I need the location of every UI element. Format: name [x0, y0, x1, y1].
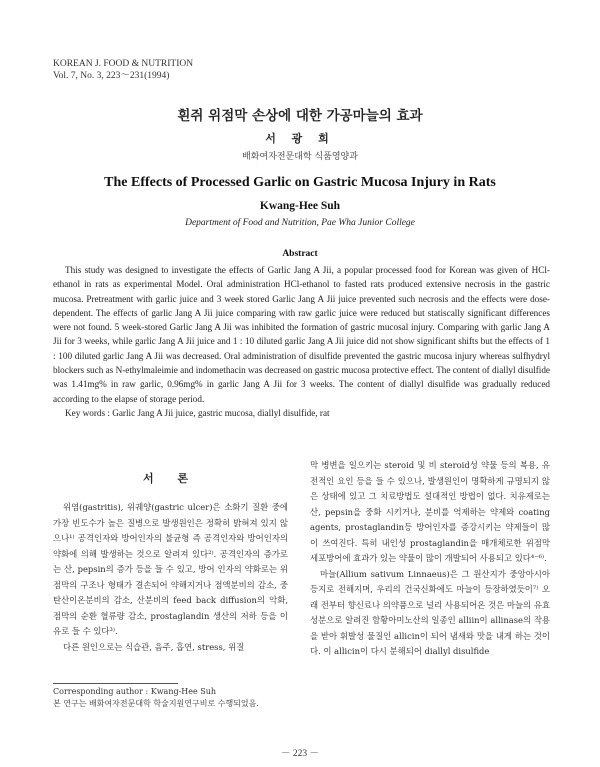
corresponding-author-note: Corresponding author : Kwang-Hee Suh	[53, 687, 217, 696]
intro-paragraph-4: 마늘(Allium sativum Linnaeus)은 그 원산지가 중앙아시아 등지로 전해지며, 우리의 건국신화에도 마늘이 등장하였듯이⁷⁾ 오래 전부터 향신료나 의약품으로 널리 사용되어온 것은 마늘의 유효성분으로 알려진 함황아미노산의 일종인 alliin이 allinase의 작용을 받아 휘발성 물질인 allicin이 되어 냄새와 맛을 내게 하는 것이다. 이 allicin이 다시 분해되어 diallyl disulfide	[310, 568, 550, 656]
abstract-heading: Abstract	[282, 249, 318, 259]
abstract-body	[53, 263, 550, 420]
footnote-divider	[53, 683, 178, 684]
intro-paragraph-1: 위염(gastritis), 위궤양(gastric ulcer)은 소화기 질환 중에 가장 빈도수가 높은 질병으로 발생원인은 정확히 밝혀져 있지 않으나¹⁾ 공격인자와 방어인자의 불균형 즉 공격인자와 방어인자의 약화에 의해 발생하는 것으로 알려져 있다²⁾. 공격인자의 증가로는 산, pepsin의 증가 등을 들 수 있고, 방어 인자의 약화로는 위점막의 구조나 형태가 결손되어 약해지거나 점액분비의 감소, 중탄산이온분비의 감소, 산분비의 feed back diffusion의 악화, 점막의 순환 혈류량 감소, prostaglandin 생산의 저하 등을 이유로 들 수 있다³⁾.	[53, 502, 288, 636]
abstract-text: This study was designed to investigate the effects of Garlic Jang A Jii, a popular processed food for Korean was given of HCl-ethanol in rats as experimental Model. Oral administration HCl-ethanol to fasted rats produced extensive necrosis in the gastric mucosa. Pretreatment with garlic juice and 3 week stored Garlic Jang A Jii juice prevented such necrosis and the effects were dose-dependent. The effects of garlic Jang A Jii juice comparing with raw garlic juice were reduced but statiscally significant differences were not found. 5 week-stored Garlic Jang A Jii was inhibited the formation of gastric mucosal injury. Comparing with garlic Jang A Jii for 3 weeks, while garlic Jang A Jii juice and 1 : 10 diluted garlic Jang A Jii juice did not show significant shifts but the effects of 1 : 100 diluted garlic Jang A Jii was decreased. Oral administration of disulfide prevented the gastric mucosa injury whereas sulfhydryl blockers such as N-ethylmaleimie and indomethacin was decreased on gastric mucosa protective effect. The content of diallyl disulfide was 1.41mg% in raw garlic, 0.96mg% in garlic Jang A Jii for 3 weeks. The content of diallyl disulfide was gradually reduced according to the elapse of storage period.	[53, 265, 550, 404]
korean-title: 흰쥐 위점막 손상에 대한 가공마늘의 효과	[177, 108, 423, 124]
footnotes	[53, 686, 293, 710]
english-author: Kwang-Hee Suh	[259, 200, 341, 212]
section-heading-introduction: 서 론	[142, 472, 199, 485]
english-title: The Effects of Processed Garlic on Gastric Mucosa Injury in Rats	[104, 175, 496, 190]
journal-volume: Vol. 7, No. 3, 223～231(1994)	[53, 71, 170, 81]
right-column	[310, 458, 550, 660]
korean-author: 서 광 희	[265, 132, 335, 145]
intro-paragraph-3: 막 병변을 일으키는 steroid 및 비 steroid성 약물 등의 복용, 유전적인 요인 등을 들 수 있으나, 발생원인이 명확하게 규명되지 않은 상태에 있고 그 치료방법도 설대적인 방법이 없다. 치유제로는 산, pepsin을 중화 시키거나, 분비를 억제하는 약제와 coating agents, prostaglandin등 방어인자를 증강시키는 약제들이 많이 쓰여진다. 특히 내인성 prostaglandin을 매개체로한 위점막 세포방어에 효과가 있는 약물이 많이 개발되어 사용되고 있다⁴⁻⁶⁾.	[310, 460, 550, 563]
funding-note: 본 연구는 배화여자전문대학 학술지원연구비로 수행되었음.	[53, 699, 259, 708]
page-number: － 223 －	[280, 749, 319, 759]
english-affiliation: Department of Food and Nutrition, Pae Wha Junior College	[185, 218, 415, 228]
keywords: Key words : Garlic Jang A Jii juice, gastric mucosa, diallyl disulfide, rat	[65, 407, 330, 418]
intro-paragraph-2: 다른 원인으로는 식습관, 음주, 흡연, stress, 위질	[63, 641, 245, 652]
journal-name: KOREAN J. FOOD & NUTRITION	[53, 59, 194, 69]
left-column	[53, 500, 288, 655]
journal-header	[53, 58, 193, 82]
korean-affiliation: 배화여자전문대학 식품영양과	[242, 152, 358, 162]
